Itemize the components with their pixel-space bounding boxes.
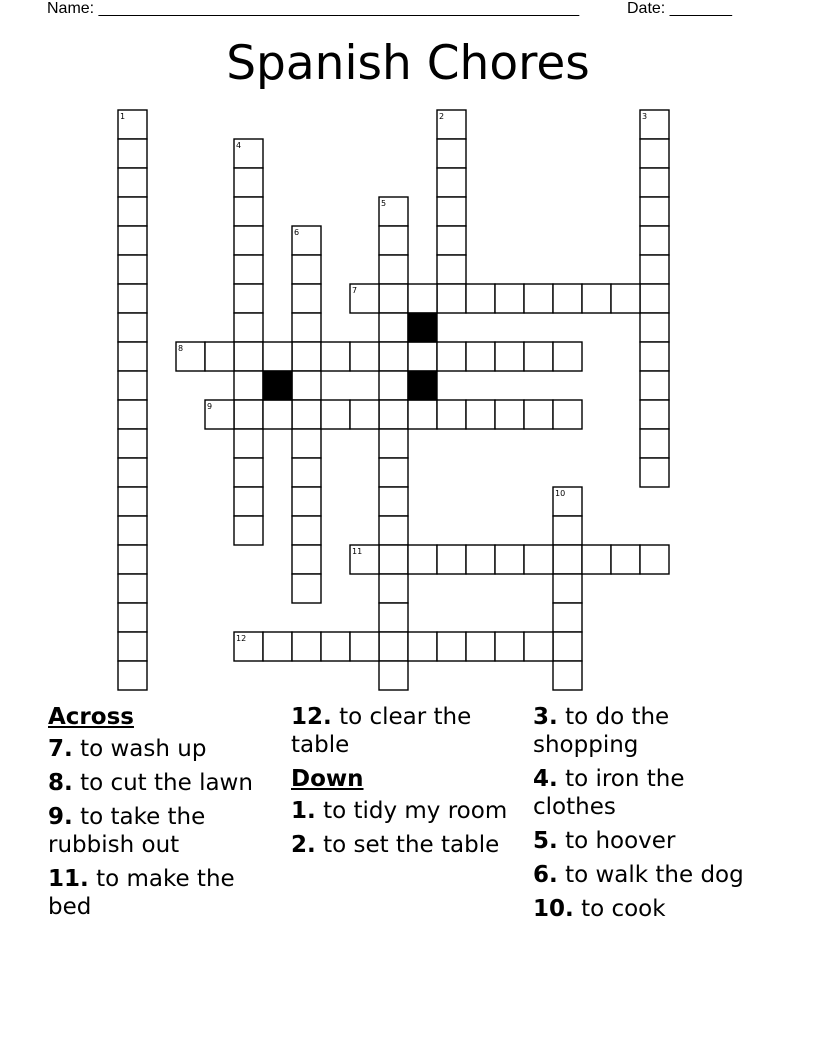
grid-cell[interactable] xyxy=(292,545,321,574)
grid-cell[interactable] xyxy=(292,284,321,313)
clue-column-3 xyxy=(533,703,773,929)
grid-cell[interactable] xyxy=(582,545,611,574)
grid-cell[interactable] xyxy=(379,429,408,458)
clue-text: to walk the dog xyxy=(565,862,744,888)
cell-number: 6 xyxy=(294,228,300,237)
clue-text: to iron the clothes xyxy=(533,766,685,820)
grid-cell[interactable] xyxy=(379,342,408,371)
grid-cell[interactable] xyxy=(263,400,292,429)
grid-cell[interactable] xyxy=(379,371,408,400)
grid-cell[interactable] xyxy=(350,400,379,429)
grid-cell[interactable] xyxy=(437,197,466,226)
grid-cell[interactable] xyxy=(524,284,553,313)
clue-text: to cook xyxy=(581,896,666,922)
grid-cell[interactable] xyxy=(292,400,321,429)
clue-number: 1. xyxy=(291,798,316,824)
grid-cell[interactable] xyxy=(437,168,466,197)
grid-cell[interactable] xyxy=(524,342,553,371)
clue-number: 10. xyxy=(533,896,574,922)
grid-cell[interactable] xyxy=(292,371,321,400)
grid-cell[interactable] xyxy=(292,516,321,545)
grid-cell[interactable] xyxy=(408,632,437,661)
clue-text: to do the shopping xyxy=(533,704,670,758)
grid-cell[interactable] xyxy=(118,487,147,516)
cell-number: 9 xyxy=(207,402,213,411)
grid-cell[interactable] xyxy=(118,458,147,487)
grid-cell[interactable] xyxy=(379,487,408,516)
down-clue-5 xyxy=(533,827,773,855)
grid-cell[interactable] xyxy=(640,255,669,284)
grid-cell[interactable] xyxy=(234,487,263,516)
grid-cell[interactable] xyxy=(408,284,437,313)
grid-cell[interactable] xyxy=(292,342,321,371)
clue-text: to set the table xyxy=(323,832,500,858)
grid-cell[interactable] xyxy=(118,632,147,661)
grid-cell[interactable] xyxy=(379,400,408,429)
grid-cell[interactable] xyxy=(234,255,263,284)
cell-number: 3 xyxy=(642,112,648,121)
grid-cell[interactable] xyxy=(640,139,669,168)
clue-text: to clear the table xyxy=(291,704,472,758)
grid-cell[interactable] xyxy=(437,632,466,661)
grid-cell[interactable] xyxy=(611,545,640,574)
cell-number: 7 xyxy=(352,286,358,295)
grid-cell[interactable] xyxy=(466,632,495,661)
grid-cell[interactable] xyxy=(640,429,669,458)
clue-number: 8. xyxy=(48,770,73,796)
clue-text: to cut the lawn xyxy=(80,770,253,796)
clue-number: 6. xyxy=(533,862,558,888)
grid-cell[interactable] xyxy=(495,545,524,574)
grid-cell[interactable] xyxy=(263,632,292,661)
date-field: Date: _______ xyxy=(627,0,732,17)
grid-cell[interactable] xyxy=(379,284,408,313)
across-clue-9 xyxy=(48,803,273,859)
grid-cell[interactable] xyxy=(379,226,408,255)
clue-number: 3. xyxy=(533,704,558,730)
grid-cell[interactable] xyxy=(553,400,582,429)
grid-cell[interactable] xyxy=(379,313,408,342)
clue-text: to hoover xyxy=(565,828,676,854)
black-cell xyxy=(408,313,437,342)
grid-cell[interactable] xyxy=(379,545,408,574)
grid-cell[interactable] xyxy=(553,545,582,574)
grid-cell[interactable] xyxy=(234,400,263,429)
across-clue-8 xyxy=(48,769,273,797)
clue-number: 11. xyxy=(48,866,89,892)
grid-cell[interactable] xyxy=(292,487,321,516)
grid-cell[interactable] xyxy=(234,168,263,197)
clue-text: to wash up xyxy=(80,736,207,762)
grid-cell[interactable] xyxy=(292,458,321,487)
clue-text: to tidy my room xyxy=(323,798,508,824)
grid-cell[interactable] xyxy=(234,284,263,313)
grid-cell[interactable] xyxy=(437,342,466,371)
name-field: Name: ______________________________________________________ xyxy=(47,0,580,17)
grid-cell[interactable] xyxy=(292,255,321,284)
grid-cell[interactable] xyxy=(640,197,669,226)
grid-cell[interactable] xyxy=(118,284,147,313)
grid-cell[interactable] xyxy=(234,429,263,458)
grid-cell[interactable] xyxy=(553,603,582,632)
grid-cell[interactable] xyxy=(118,429,147,458)
clue-column-2 xyxy=(291,703,516,865)
grid-cell[interactable] xyxy=(524,632,553,661)
grid-cell[interactable] xyxy=(292,574,321,603)
grid-cell[interactable] xyxy=(640,458,669,487)
across-heading: Across xyxy=(48,704,134,730)
clue-number: 2. xyxy=(291,832,316,858)
grid-cell[interactable] xyxy=(640,313,669,342)
cell-number: 4 xyxy=(236,141,242,150)
grid-cell[interactable] xyxy=(495,342,524,371)
grid-cell[interactable] xyxy=(321,632,350,661)
grid-cell[interactable] xyxy=(495,400,524,429)
grid-cell[interactable] xyxy=(118,545,147,574)
grid-cell[interactable] xyxy=(205,342,234,371)
grid-cell[interactable] xyxy=(437,255,466,284)
clue-number: 4. xyxy=(533,766,558,792)
grid-cell[interactable] xyxy=(350,342,379,371)
grid-cell[interactable] xyxy=(640,168,669,197)
grid-cell[interactable] xyxy=(234,371,263,400)
across-clue-7 xyxy=(48,735,273,763)
grid-cell[interactable] xyxy=(524,545,553,574)
grid-cell[interactable] xyxy=(118,313,147,342)
grid-cell[interactable] xyxy=(118,516,147,545)
down-clue-10 xyxy=(533,895,773,923)
grid-cell[interactable] xyxy=(118,168,147,197)
down-clue-3 xyxy=(533,703,773,759)
grid-cell[interactable] xyxy=(640,400,669,429)
grid-cell[interactable] xyxy=(553,284,582,313)
grid-cell[interactable] xyxy=(379,255,408,284)
clue-column-1 xyxy=(48,703,273,927)
cell-number: 2 xyxy=(439,112,445,121)
across-clue-12 xyxy=(291,703,516,759)
black-cell xyxy=(408,371,437,400)
grid-cell[interactable] xyxy=(611,284,640,313)
across-clue-11 xyxy=(48,865,273,921)
grid-cell[interactable] xyxy=(379,632,408,661)
grid-cell[interactable] xyxy=(437,139,466,168)
grid-cell[interactable] xyxy=(524,400,553,429)
grid-cell[interactable] xyxy=(379,574,408,603)
grid-cell[interactable] xyxy=(321,400,350,429)
clue-number: 7. xyxy=(48,736,73,762)
grid-cell[interactable] xyxy=(118,226,147,255)
grid-cell[interactable] xyxy=(350,632,379,661)
grid-cell[interactable] xyxy=(640,284,669,313)
cell-number: 5 xyxy=(381,199,387,208)
clue-text: to take the rubbish out xyxy=(48,804,206,858)
down-clue-4 xyxy=(533,765,773,821)
grid-cell[interactable] xyxy=(234,342,263,371)
grid-cell[interactable] xyxy=(437,284,466,313)
grid-cell[interactable] xyxy=(553,661,582,690)
clue-number: 12. xyxy=(291,704,332,730)
grid-cell[interactable] xyxy=(118,661,147,690)
grid-cell[interactable] xyxy=(379,661,408,690)
grid-cell[interactable] xyxy=(321,342,350,371)
grid-cell[interactable] xyxy=(640,226,669,255)
grid-cell[interactable] xyxy=(118,342,147,371)
page-title: Spanish Chores xyxy=(226,36,590,91)
grid-cell[interactable] xyxy=(379,603,408,632)
grid-cell[interactable] xyxy=(379,516,408,545)
grid-cell[interactable] xyxy=(118,197,147,226)
grid-cell[interactable] xyxy=(118,603,147,632)
grid-cell[interactable] xyxy=(495,284,524,313)
grid-cell[interactable] xyxy=(640,342,669,371)
grid-cell[interactable] xyxy=(408,545,437,574)
grid-cell[interactable] xyxy=(466,545,495,574)
grid-cell[interactable] xyxy=(640,545,669,574)
down-clue-1 xyxy=(291,797,516,825)
grid-cell[interactable] xyxy=(553,516,582,545)
grid-cell[interactable] xyxy=(379,458,408,487)
grid-cell[interactable] xyxy=(292,313,321,342)
down-heading: Down xyxy=(291,766,364,792)
grid-cell[interactable] xyxy=(408,400,437,429)
grid-cell[interactable] xyxy=(437,400,466,429)
grid-cell[interactable] xyxy=(466,342,495,371)
cell-number: 10 xyxy=(555,489,566,498)
grid-cell[interactable] xyxy=(234,226,263,255)
grid-cell[interactable] xyxy=(118,574,147,603)
clue-text: to make the bed xyxy=(48,866,235,920)
grid-cell[interactable] xyxy=(466,400,495,429)
grid-cell[interactable] xyxy=(118,255,147,284)
cell-number: 11 xyxy=(352,547,363,556)
grid-cell[interactable] xyxy=(495,632,524,661)
grid-cell[interactable] xyxy=(408,342,437,371)
cell-number: 8 xyxy=(178,344,184,353)
grid-cell[interactable] xyxy=(640,371,669,400)
grid-cell[interactable] xyxy=(292,632,321,661)
grid-cell[interactable] xyxy=(118,400,147,429)
grid-cell[interactable] xyxy=(234,197,263,226)
black-cell xyxy=(263,371,292,400)
down-clue-6 xyxy=(533,861,773,889)
grid-cell[interactable] xyxy=(118,371,147,400)
grid-cell[interactable] xyxy=(234,458,263,487)
clue-number: 9. xyxy=(48,804,73,830)
grid-cell[interactable] xyxy=(292,429,321,458)
grid-cell[interactable] xyxy=(466,284,495,313)
grid-cell[interactable] xyxy=(553,632,582,661)
grid-cell[interactable] xyxy=(553,342,582,371)
grid-cell[interactable] xyxy=(263,342,292,371)
clue-number: 5. xyxy=(533,828,558,854)
down-clue-2 xyxy=(291,831,516,859)
grid-cell[interactable] xyxy=(437,545,466,574)
grid-cell[interactable] xyxy=(437,226,466,255)
grid-cell[interactable] xyxy=(118,139,147,168)
grid-cell[interactable] xyxy=(234,313,263,342)
cell-number: 12 xyxy=(236,634,247,643)
cell-number: 1 xyxy=(120,112,126,121)
grid-cell[interactable] xyxy=(234,516,263,545)
grid-cell[interactable] xyxy=(582,284,611,313)
grid-cell[interactable] xyxy=(553,574,582,603)
